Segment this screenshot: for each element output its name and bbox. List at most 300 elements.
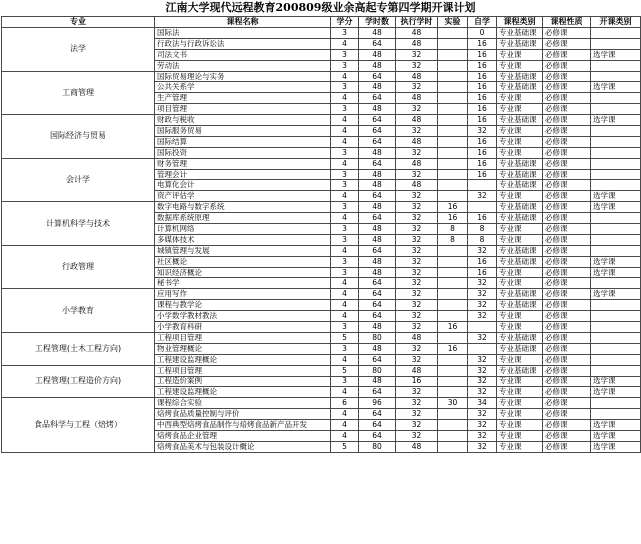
- hours-cell: 48: [359, 60, 396, 71]
- category-cell: 专业课: [497, 49, 543, 60]
- col-header-credit: 学分: [331, 17, 359, 28]
- credit-cell: 3: [331, 202, 359, 213]
- col-header-course: 课程名称: [155, 17, 331, 28]
- offering-cell: 选学课: [591, 430, 641, 441]
- exec-hours-cell: 32: [396, 398, 438, 409]
- hours-cell: 64: [359, 191, 396, 202]
- lab-cell: [438, 332, 468, 343]
- credit-cell: 3: [331, 376, 359, 387]
- category-cell: 专业课: [497, 354, 543, 365]
- self-study-cell: 32: [468, 289, 497, 300]
- self-study-cell: 32: [468, 354, 497, 365]
- hours-cell: 48: [359, 104, 396, 115]
- lab-cell: [438, 191, 468, 202]
- credit-cell: 4: [331, 158, 359, 169]
- exec-hours-cell: 16: [396, 376, 438, 387]
- offering-cell: [591, 213, 641, 224]
- offering-cell: [591, 409, 641, 420]
- offering-cell: [591, 38, 641, 49]
- credit-cell: 4: [331, 136, 359, 147]
- hours-cell: 80: [359, 332, 396, 343]
- credit-cell: 4: [331, 387, 359, 398]
- exec-hours-cell: 32: [396, 245, 438, 256]
- exec-hours-cell: 32: [396, 267, 438, 278]
- category-cell: 专业基础课: [497, 180, 543, 191]
- major-cell: 食品科学与工程（焙烤）: [2, 398, 155, 452]
- exec-hours-cell: 48: [396, 158, 438, 169]
- exec-hours-cell: 32: [396, 147, 438, 158]
- category-cell: 专业课: [497, 441, 543, 452]
- course-name-cell: 工程造价案例: [155, 376, 331, 387]
- lab-cell: [438, 71, 468, 82]
- credit-cell: 4: [331, 278, 359, 289]
- self-study-cell: 8: [468, 234, 497, 245]
- self-study-cell: 16: [468, 82, 497, 93]
- category-cell: 专业基础课: [497, 245, 543, 256]
- nature-cell: 必修课: [543, 60, 591, 71]
- category-cell: 专业基础课: [497, 28, 543, 39]
- category-cell: 专业课: [497, 126, 543, 137]
- category-cell: 专业基础课: [497, 169, 543, 180]
- hours-cell: 64: [359, 300, 396, 311]
- credit-cell: 3: [331, 104, 359, 115]
- credit-cell: 4: [331, 354, 359, 365]
- self-study-cell: 32: [468, 300, 497, 311]
- category-cell: 专业课: [497, 136, 543, 147]
- course-name-cell: 国际服务贸易: [155, 126, 331, 137]
- lab-cell: [438, 180, 468, 191]
- credit-cell: 5: [331, 441, 359, 452]
- offering-cell: [591, 60, 641, 71]
- hours-cell: 48: [359, 376, 396, 387]
- course-name-cell: 行政法与行政诉讼法: [155, 38, 331, 49]
- exec-hours-cell: 32: [396, 234, 438, 245]
- offering-cell: 选学课: [591, 115, 641, 126]
- col-header-exec-hours: 执行学时: [396, 17, 438, 28]
- self-study-cell: 32: [468, 126, 497, 137]
- lab-cell: [438, 82, 468, 93]
- course-name-cell: 国际贸易理论与实务: [155, 71, 331, 82]
- self-study-cell: 32: [468, 245, 497, 256]
- nature-cell: 必修课: [543, 332, 591, 343]
- col-header-hours: 学时数: [359, 17, 396, 28]
- lab-cell: [438, 376, 468, 387]
- self-study-cell: [468, 343, 497, 354]
- offering-cell: 选学课: [591, 191, 641, 202]
- credit-cell: 4: [331, 126, 359, 137]
- hours-cell: 48: [359, 82, 396, 93]
- nature-cell: 必修课: [543, 93, 591, 104]
- course-name-cell: 工程项目管理: [155, 332, 331, 343]
- self-study-cell: 32: [468, 191, 497, 202]
- major-cell: 工程管理(土木工程方向): [2, 332, 155, 365]
- course-name-cell: 工程项目管理: [155, 365, 331, 376]
- course-name-cell: 资产评估学: [155, 191, 331, 202]
- lab-cell: [438, 441, 468, 452]
- nature-cell: 必修课: [543, 289, 591, 300]
- self-study-cell: 16: [468, 60, 497, 71]
- nature-cell: 必修课: [543, 409, 591, 420]
- credit-cell: 4: [331, 300, 359, 311]
- exec-hours-cell: 32: [396, 322, 438, 333]
- self-study-cell: 32: [468, 278, 497, 289]
- offering-cell: [591, 93, 641, 104]
- category-cell: 专业基础课: [497, 365, 543, 376]
- exec-hours-cell: 32: [396, 191, 438, 202]
- nature-cell: 必修课: [543, 126, 591, 137]
- lab-cell: [438, 126, 468, 137]
- self-study-cell: 34: [468, 398, 497, 409]
- hours-cell: 64: [359, 245, 396, 256]
- category-cell: 专业课: [497, 60, 543, 71]
- course-name-cell: 课程综合实验: [155, 398, 331, 409]
- nature-cell: 必修课: [543, 169, 591, 180]
- self-study-cell: [468, 202, 497, 213]
- hours-cell: 80: [359, 441, 396, 452]
- course-name-cell: 国际投资: [155, 147, 331, 158]
- category-cell: 专业课: [497, 147, 543, 158]
- hours-cell: 48: [359, 224, 396, 235]
- hours-cell: 80: [359, 365, 396, 376]
- credit-cell: 3: [331, 28, 359, 39]
- offering-cell: [591, 71, 641, 82]
- lab-cell: [438, 354, 468, 365]
- course-name-cell: 物业管理概论: [155, 343, 331, 354]
- exec-hours-cell: 32: [396, 49, 438, 60]
- exec-hours-cell: 48: [396, 38, 438, 49]
- category-cell: 专业课: [497, 398, 543, 409]
- exec-hours-cell: 32: [396, 300, 438, 311]
- lab-cell: [438, 136, 468, 147]
- table-row: [2, 365, 641, 376]
- offering-cell: 选学课: [591, 289, 641, 300]
- course-name-cell: 焙烤食品质量控制与评价: [155, 409, 331, 420]
- offering-cell: [591, 300, 641, 311]
- credit-cell: 3: [331, 49, 359, 60]
- offering-cell: [591, 278, 641, 289]
- exec-hours-cell: 32: [396, 420, 438, 431]
- credit-cell: 4: [331, 38, 359, 49]
- exec-hours-cell: 48: [396, 365, 438, 376]
- exec-hours-cell: 32: [396, 60, 438, 71]
- course-name-cell: 焙烤食品美术与包装设计概论: [155, 441, 331, 452]
- self-study-cell: 16: [468, 136, 497, 147]
- course-name-cell: 数字电路与数字系统: [155, 202, 331, 213]
- category-cell: 专业课: [497, 409, 543, 420]
- category-cell: 专业基础课: [497, 256, 543, 267]
- nature-cell: 必修课: [543, 420, 591, 431]
- offering-cell: [591, 104, 641, 115]
- exec-hours-cell: 48: [396, 441, 438, 452]
- self-study-cell: 16: [468, 169, 497, 180]
- course-name-cell: 课程与教学论: [155, 300, 331, 311]
- self-study-cell: 0: [468, 28, 497, 39]
- course-name-cell: 计算机网络: [155, 224, 331, 235]
- self-study-cell: 16: [468, 38, 497, 49]
- lab-cell: [438, 245, 468, 256]
- lab-cell: [438, 420, 468, 431]
- major-cell: 计算机科学与技术: [2, 202, 155, 246]
- lab-cell: [438, 300, 468, 311]
- nature-cell: 必修课: [543, 71, 591, 82]
- category-cell: 专业课: [497, 234, 543, 245]
- offering-cell: 选学课: [591, 82, 641, 93]
- lab-cell: [438, 60, 468, 71]
- lab-cell: 30: [438, 398, 468, 409]
- nature-cell: 必修课: [543, 441, 591, 452]
- hours-cell: 48: [359, 28, 396, 39]
- self-study-cell: 16: [468, 158, 497, 169]
- exec-hours-cell: 32: [396, 278, 438, 289]
- nature-cell: 必修课: [543, 267, 591, 278]
- offering-cell: [591, 147, 641, 158]
- table-row: [2, 245, 641, 256]
- exec-hours-cell: 32: [396, 169, 438, 180]
- self-study-cell: 16: [468, 213, 497, 224]
- page-title: 江南大学现代远程教育200809级业余高起专第四学期开课计划: [165, 1, 476, 14]
- offering-cell: [591, 354, 641, 365]
- self-study-cell: 32: [468, 311, 497, 322]
- hours-cell: 48: [359, 256, 396, 267]
- offering-cell: 选学课: [591, 376, 641, 387]
- exec-hours-cell: 32: [396, 202, 438, 213]
- header-row: [2, 17, 641, 28]
- hours-cell: 48: [359, 234, 396, 245]
- offering-cell: [591, 398, 641, 409]
- exec-hours-cell: 48: [396, 332, 438, 343]
- hours-cell: 64: [359, 289, 396, 300]
- col-header-nature: 课程性质: [543, 17, 591, 28]
- course-name-cell: 电算化会计: [155, 180, 331, 191]
- exec-hours-cell: 48: [396, 71, 438, 82]
- category-cell: 专业基础课: [497, 71, 543, 82]
- offering-cell: 选学课: [591, 387, 641, 398]
- lab-cell: 8: [438, 234, 468, 245]
- lab-cell: [438, 311, 468, 322]
- col-header-self-study: 自学: [468, 17, 497, 28]
- hours-cell: 48: [359, 202, 396, 213]
- exec-hours-cell: 32: [396, 311, 438, 322]
- offering-cell: [591, 180, 641, 191]
- course-name-cell: 多媒体技术: [155, 234, 331, 245]
- lab-cell: 16: [438, 322, 468, 333]
- exec-hours-cell: 32: [396, 126, 438, 137]
- course-schedule-table: [1, 16, 641, 453]
- major-cell: 国际经济与贸易: [2, 115, 155, 159]
- self-study-cell: 32: [468, 420, 497, 431]
- offering-cell: [591, 311, 641, 322]
- lab-cell: [438, 158, 468, 169]
- offering-cell: [591, 234, 641, 245]
- self-study-cell: 32: [468, 430, 497, 441]
- hours-cell: 48: [359, 147, 396, 158]
- category-cell: 专业课: [497, 322, 543, 333]
- nature-cell: 必修课: [543, 278, 591, 289]
- nature-cell: 必修课: [543, 387, 591, 398]
- self-study-cell: 16: [468, 71, 497, 82]
- offering-cell: 选学课: [591, 420, 641, 431]
- course-name-cell: 社区概论: [155, 256, 331, 267]
- lab-cell: [438, 49, 468, 60]
- lab-cell: [438, 93, 468, 104]
- course-name-cell: 公共关系学: [155, 82, 331, 93]
- nature-cell: 必修课: [543, 256, 591, 267]
- category-cell: 专业课: [497, 387, 543, 398]
- credit-cell: 4: [331, 420, 359, 431]
- hours-cell: 64: [359, 38, 396, 49]
- col-header-lab: 实验: [438, 17, 468, 28]
- category-cell: 专业课: [497, 420, 543, 431]
- credit-cell: 3: [331, 82, 359, 93]
- credit-cell: 4: [331, 289, 359, 300]
- exec-hours-cell: 32: [396, 289, 438, 300]
- category-cell: 专业基础课: [497, 82, 543, 93]
- category-cell: 专业基础课: [497, 38, 543, 49]
- table-row: [2, 398, 641, 409]
- lab-cell: [438, 38, 468, 49]
- nature-cell: 必修课: [543, 82, 591, 93]
- credit-cell: 4: [331, 245, 359, 256]
- nature-cell: 必修课: [543, 398, 591, 409]
- category-cell: 专业课: [497, 191, 543, 202]
- offering-cell: 选学课: [591, 202, 641, 213]
- hours-cell: 64: [359, 93, 396, 104]
- lab-cell: [438, 430, 468, 441]
- hours-cell: 64: [359, 126, 396, 137]
- self-study-cell: 32: [468, 387, 497, 398]
- offering-cell: [591, 126, 641, 137]
- lab-cell: [438, 28, 468, 39]
- course-name-cell: 中西典型焙烤食品制作与焙烤食品新产品开发: [155, 420, 331, 431]
- credit-cell: 4: [331, 115, 359, 126]
- nature-cell: 必修课: [543, 213, 591, 224]
- exec-hours-cell: 32: [396, 354, 438, 365]
- credit-cell: 3: [331, 147, 359, 158]
- course-name-cell: 工程建设监理概论: [155, 354, 331, 365]
- self-study-cell: 32: [468, 332, 497, 343]
- nature-cell: 必修课: [543, 224, 591, 235]
- self-study-cell: 32: [468, 409, 497, 420]
- hours-cell: 64: [359, 311, 396, 322]
- offering-cell: [591, 245, 641, 256]
- category-cell: 专业基础课: [497, 332, 543, 343]
- lab-cell: [438, 267, 468, 278]
- credit-cell: 3: [331, 322, 359, 333]
- nature-cell: 必修课: [543, 191, 591, 202]
- exec-hours-cell: 32: [396, 82, 438, 93]
- course-name-cell: 司法文书: [155, 49, 331, 60]
- self-study-cell: [468, 180, 497, 191]
- hours-cell: 64: [359, 420, 396, 431]
- nature-cell: 必修课: [543, 158, 591, 169]
- nature-cell: 必修课: [543, 104, 591, 115]
- nature-cell: 必修课: [543, 354, 591, 365]
- course-name-cell: 国际结算: [155, 136, 331, 147]
- offering-cell: 选学课: [591, 49, 641, 60]
- table-row: [2, 202, 641, 213]
- course-name-cell: 知识经济概论: [155, 267, 331, 278]
- course-name-cell: 焙烤食品企业管理: [155, 430, 331, 441]
- course-name-cell: 城镇管理与发展: [155, 245, 331, 256]
- offering-cell: [591, 158, 641, 169]
- lab-cell: [438, 409, 468, 420]
- course-name-cell: 项目管理: [155, 104, 331, 115]
- nature-cell: 必修课: [543, 376, 591, 387]
- offering-cell: 选学课: [591, 441, 641, 452]
- exec-hours-cell: 32: [396, 430, 438, 441]
- major-cell: 行政管理: [2, 245, 155, 289]
- lab-cell: [438, 387, 468, 398]
- course-name-cell: 国际法: [155, 28, 331, 39]
- offering-cell: [591, 343, 641, 354]
- table-row: [2, 332, 641, 343]
- nature-cell: 必修课: [543, 245, 591, 256]
- category-cell: 专业基础课: [497, 343, 543, 354]
- self-study-cell: 16: [468, 93, 497, 104]
- self-study-cell: 16: [468, 49, 497, 60]
- hours-cell: 64: [359, 115, 396, 126]
- table-row: [2, 158, 641, 169]
- self-study-cell: 16: [468, 267, 497, 278]
- hours-cell: 64: [359, 136, 396, 147]
- course-name-cell: 数据库系统原理: [155, 213, 331, 224]
- exec-hours-cell: 48: [396, 115, 438, 126]
- category-cell: 专业课: [497, 224, 543, 235]
- nature-cell: 必修课: [543, 180, 591, 191]
- credit-cell: 3: [331, 234, 359, 245]
- nature-cell: 必修课: [543, 49, 591, 60]
- lab-cell: 16: [438, 213, 468, 224]
- hours-cell: 48: [359, 267, 396, 278]
- offering-cell: [591, 365, 641, 376]
- exec-hours-cell: 48: [396, 180, 438, 191]
- exec-hours-cell: 48: [396, 136, 438, 147]
- nature-cell: 必修课: [543, 147, 591, 158]
- credit-cell: 4: [331, 430, 359, 441]
- course-name-cell: 财政与税收: [155, 115, 331, 126]
- course-name-cell: 秘书学: [155, 278, 331, 289]
- exec-hours-cell: 32: [396, 387, 438, 398]
- course-name-cell: 劳动法: [155, 60, 331, 71]
- major-cell: 法学: [2, 28, 155, 72]
- hours-cell: 48: [359, 49, 396, 60]
- hours-cell: 64: [359, 430, 396, 441]
- category-cell: 专业课: [497, 278, 543, 289]
- nature-cell: 必修课: [543, 311, 591, 322]
- nature-cell: 必修课: [543, 136, 591, 147]
- offering-cell: [591, 169, 641, 180]
- offering-cell: [591, 332, 641, 343]
- self-study-cell: 16: [468, 115, 497, 126]
- nature-cell: 必修课: [543, 202, 591, 213]
- self-study-cell: 16: [468, 256, 497, 267]
- self-study-cell: 32: [468, 365, 497, 376]
- lab-cell: [438, 256, 468, 267]
- category-cell: 专业基础课: [497, 115, 543, 126]
- category-cell: 专业课: [497, 311, 543, 322]
- offering-cell: [591, 136, 641, 147]
- course-name-cell: 生产管理: [155, 93, 331, 104]
- credit-cell: 4: [331, 191, 359, 202]
- category-cell: 专业基础课: [497, 289, 543, 300]
- table-row: [2, 28, 641, 39]
- credit-cell: 4: [331, 71, 359, 82]
- nature-cell: 必修课: [543, 365, 591, 376]
- course-name-cell: 财务管理: [155, 158, 331, 169]
- hours-cell: 48: [359, 180, 396, 191]
- hours-cell: 48: [359, 343, 396, 354]
- course-name-cell: 应用写作: [155, 289, 331, 300]
